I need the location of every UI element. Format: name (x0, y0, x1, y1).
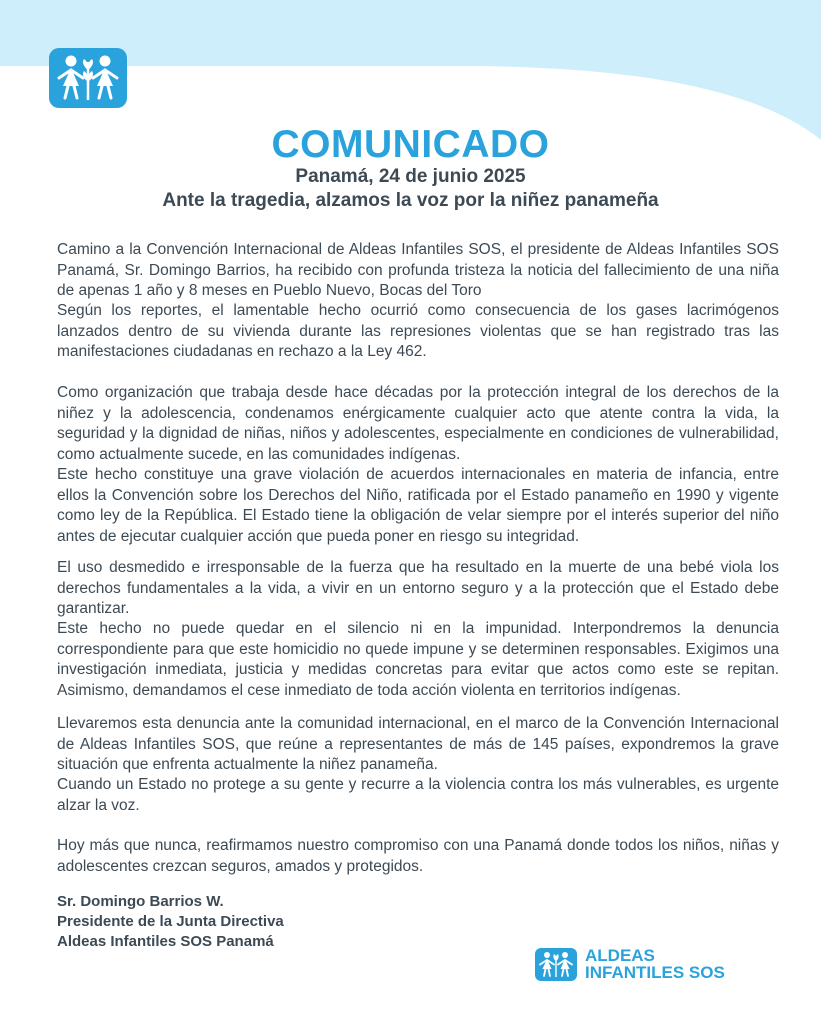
signature-name: Sr. Domingo Barrios W. (57, 893, 224, 910)
footer-brand-line2: INFANTILES SOS (585, 963, 725, 982)
aldeas-sos-logo-icon (49, 48, 127, 108)
document-subtitle: Ante la tragedia, alzamos la voz por la niñez panameña (162, 190, 659, 211)
paragraph-international: Llevaremos esta denuncia ante la comunidad internacional, en el marco de la Convención Internacional de Aldeas Infantiles SOS, que reúne a representantes de más de 145 países, expondremos la grave situación que enfrenta actualmente la niñez panameña. (57, 715, 779, 773)
footer-brand-name (585, 947, 725, 981)
paragraph-intro: Camino a la Convención Internacional de Aldeas Infantiles SOS, el presidente de Aldeas Infantiles SOS Panamá, Sr. Domingo Barrios, ha recibido con profunda tristeza la noticia del fallecimiento de una niña de apenas 1 año y 8 meses en Pueblo Nuevo, Bocas del Toro (57, 241, 779, 299)
signature-organization: Aldeas Infantiles SOS Panamá (57, 933, 274, 950)
signature-role: Presidente de la Junta Directiva (57, 913, 284, 930)
footer-brand-line1: ALDEAS (585, 946, 655, 965)
paragraph-state: Cuando un Estado no protege a su gente y recurre a la violencia contra los más vulnerables, es urgente alzar la voz. (57, 776, 779, 814)
paragraph-reports: Según los reportes, el lamentable hecho ocurrió como consecuencia de los gases lacrimógenos lanzados dentro de su vivienda durante las represiones violentas que se han registrado tras las manifestaciones ciudadanas en rechazo a la Ley 462. (57, 302, 779, 360)
paragraph-commitment: Hoy más que nunca, reafirmamos nuestro compromiso con una Panamá donde todos los niños, niñas y adolescentes crezcan seguros, amados y protegidos. (57, 837, 779, 875)
document-date: Panamá, 24 de junio 2025 (295, 166, 526, 187)
paragraph-impunity: Este hecho no puede quedar en el silencio ni en la impunidad. Interpondremos la denuncia correspondiente para que este homicidio no quede impune y se determinen responsables. Exigimos una investigación inmediata, justicia y medidas concretas para evitar que actos como este se repitan. Asimismo, demandamos el cese inmediato de toda acción violenta en territorios indígenas. (57, 620, 779, 699)
paragraph-organization: Como organización que trabaja desde hace décadas por la protección integral de los derechos de la niñez y la adolescencia, condenamos enérgicamente cualquier acto que atente contra la vida, la seguridad y la dignidad de niñas, niños y adolescentes, especialmente en condiciones de vulnerabilidad, como actualmente sucede, en las comunidades indígenas. (57, 384, 779, 463)
footer-logo (535, 947, 735, 983)
paragraph-force: El uso desmedido e irresponsable de la fuerza que ha resultado en la muerte de una bebé viola los derechos fundamentales a la vida, a vivir en un entorno seguro y a la protección que el Estado debe garantizar. (57, 559, 779, 617)
signature-block (57, 892, 457, 952)
document-title: COMUNICADO (271, 123, 550, 166)
paragraph-violation: Este hecho constituye una grave violación de acuerdos internacionales en materia de infancia, entre ellos la Convención sobre los Derechos del Niño, ratificada por el Estado panameño en 1990 y vigente como ley de la República. El Estado tiene la obligación de velar siempre por el interés superior del niño antes de ejecutar cualquier acción que pueda poner en riesgo su integridad. (57, 466, 779, 545)
aldeas-sos-footer-logo-icon (535, 948, 577, 981)
